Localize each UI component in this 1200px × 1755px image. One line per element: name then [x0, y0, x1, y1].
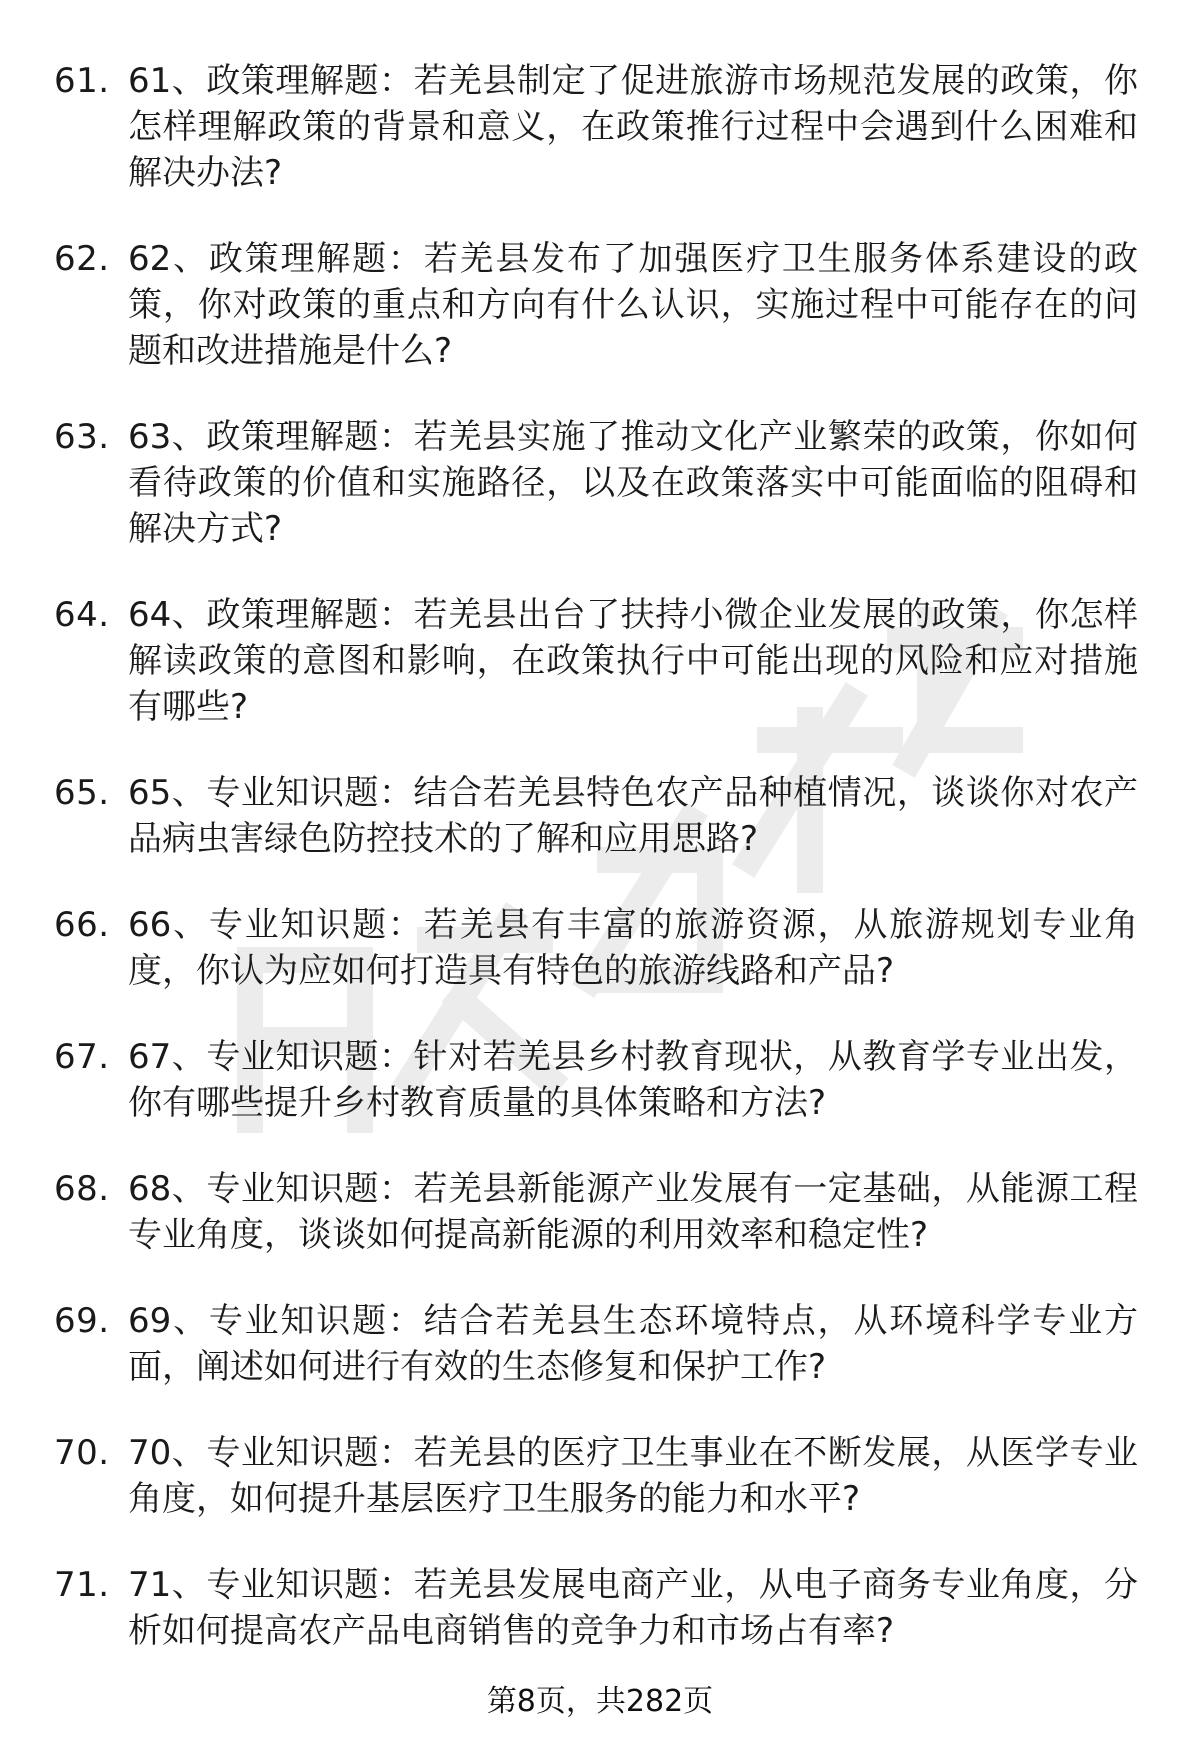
item-text: 68、专业知识题：若羌县新能源产业发展有一定基础，从能源工程专业角度，谈谈如何提高新能源的利用效率和稳定性?: [128, 1169, 1138, 1255]
list-item: [0, 902, 1200, 994]
item-number: 61.: [54, 61, 110, 101]
item-text: 62、政策理解题：若羌县发布了加强医疗卫生服务体系建设的政策，你对政策的重点和方向有什么认识，实施过程中可能存在的问题和改进措施是什么?: [128, 239, 1138, 371]
item-text: 67、专业知识题：针对若羌县乡村教育现状，从教育学专业出发，你有哪些提升乡村教育质量的具体策略和方法?: [128, 1037, 1138, 1123]
list-item: [0, 592, 1200, 730]
item-number: 70.: [54, 1433, 110, 1473]
item-text: 69、专业知识题：结合若羌县生态环境特点，从环境科学专业方面，阐述如何进行有效的生态修复和保护工作?: [128, 1301, 1138, 1387]
item-number: 65.: [54, 773, 110, 813]
question-list: [0, 58, 1200, 1694]
list-item: [0, 236, 1200, 374]
list-item: [0, 414, 1200, 552]
list-item: [0, 770, 1200, 862]
page-number: 第8页，共282页: [486, 1684, 714, 1719]
item-text: 64、政策理解题：若羌县出台了扶持小微企业发展的政策，你怎样解读政策的意图和影响，在政策执行中可能出现的风险和应对措施有哪些?: [128, 595, 1138, 727]
item-number: 67.: [54, 1037, 110, 1077]
item-number: 64.: [54, 595, 110, 635]
item-text: 61、政策理解题：若羌县制定了促进旅游市场规范发展的政策，你怎样理解政策的背景和意义，在政策推行过程中会遇到什么困难和解决办法?: [128, 61, 1138, 193]
list-item: [0, 1166, 1200, 1258]
item-text: 65、专业知识题：结合若羌县特色农产品种植情况，谈谈你对农产品病虫害绿色防控技术的了解和应用思路?: [128, 773, 1138, 859]
list-item: [0, 1430, 1200, 1522]
item-number: 66.: [54, 905, 110, 945]
item-number: 68.: [54, 1169, 110, 1209]
list-item: [0, 58, 1200, 196]
list-item: [0, 1298, 1200, 1390]
item-number: 69.: [54, 1301, 110, 1341]
item-number: 63.: [54, 417, 110, 457]
item-number: 62.: [54, 239, 110, 279]
item-text: 63、政策理解题：若羌县实施了推动文化产业繁荣的政策，你如何看待政策的价值和实施路径，以及在政策落实中可能面临的阻碍和解决方式?: [128, 417, 1138, 549]
item-text: 66、专业知识题：若羌县有丰富的旅游资源，从旅游规划专业角度，你认为应如何打造具有特色的旅游线路和产品?: [128, 905, 1138, 991]
item-number: 71.: [54, 1565, 110, 1605]
item-text: 70、专业知识题：若羌县的医疗卫生事业在不断发展，从医学专业角度，如何提升基层医疗卫生服务的能力和水平?: [128, 1433, 1138, 1519]
item-text: 71、专业知识题：若羌县发展电商产业，从电子商务专业角度，分析如何提高农产品电商销售的竞争力和市场占有率?: [128, 1565, 1138, 1651]
list-item: [0, 1034, 1200, 1126]
list-item: [0, 1562, 1200, 1654]
